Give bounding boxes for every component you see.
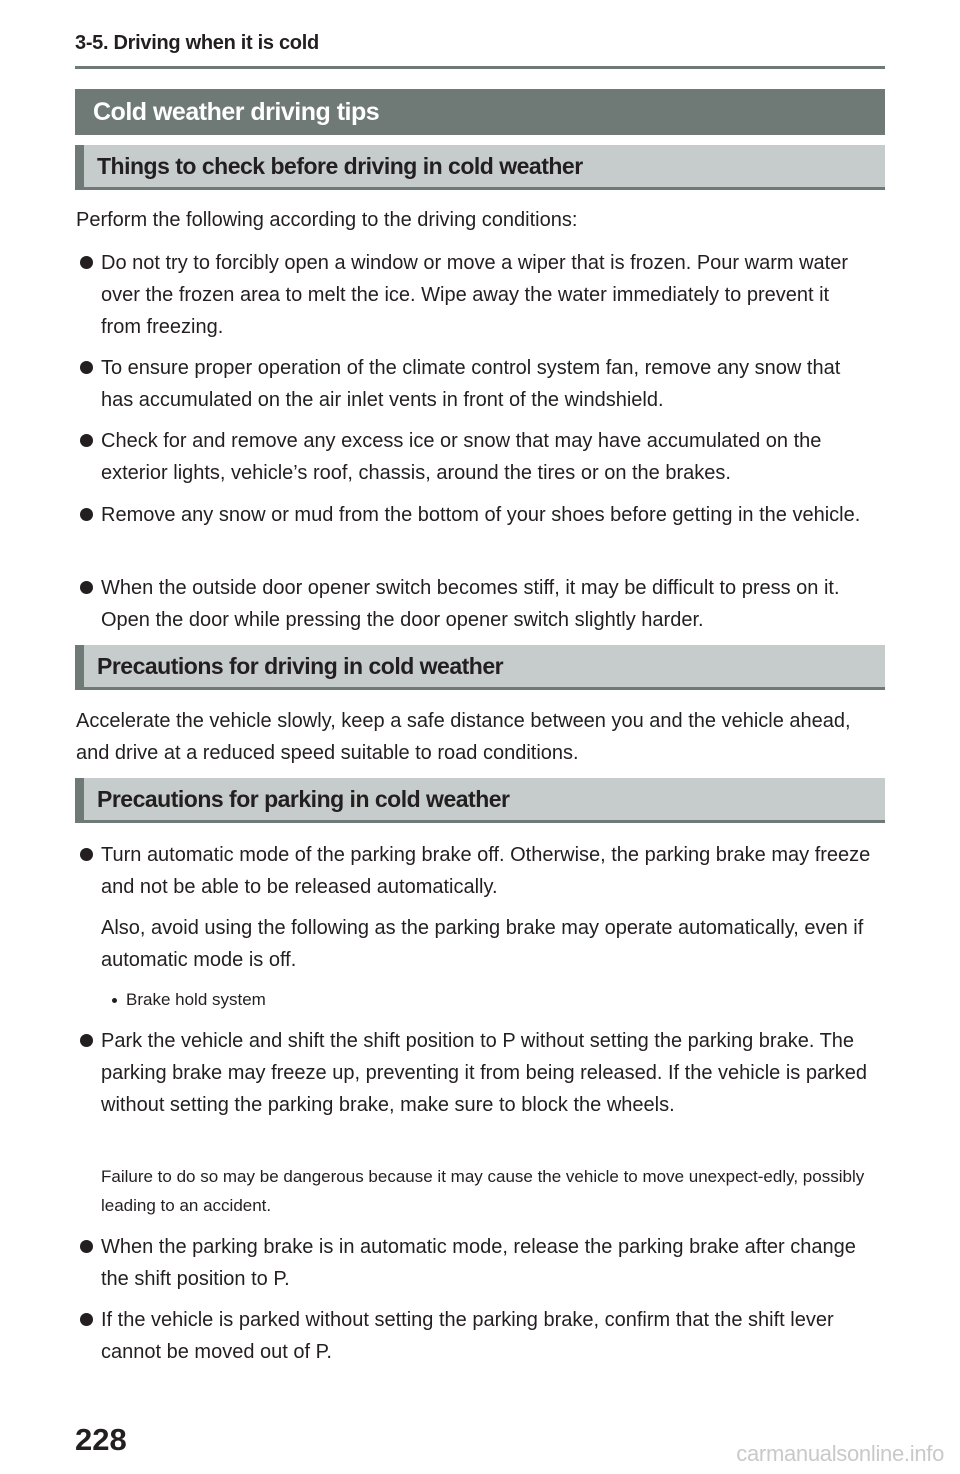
subsection-heading-text: Things to check before driving in cold weather <box>97 153 583 179</box>
chapter-title: 3-5. Driving when it is cold <box>75 32 319 54</box>
bullet-dot-icon <box>80 1313 93 1326</box>
bullet-dot-icon <box>80 581 93 594</box>
subsection-heading-parking <box>75 778 885 823</box>
intro-paragraph: Perform the following according to the driving conditions: <box>76 209 578 231</box>
small-bullet-icon <box>112 998 117 1003</box>
bullet-dot-icon <box>80 256 93 269</box>
subsection-heading-check <box>75 145 885 190</box>
note-paragraph: Failure to do so may be dangerous because it may cause the vehicle to move unexpect-edly, possibly leading to an accident. <box>101 1167 865 1215</box>
bullet-dot-icon <box>80 434 93 447</box>
also-paragraph: Also, avoid using the following as the parking brake may operate automatically, even if automatic mode is off. <box>101 917 864 971</box>
bullet-dot-icon <box>80 361 93 374</box>
driving-paragraph: Accelerate the vehicle slowly, keep a safe distance between you and the vehicle ahead, and drive at a reduced speed suitable to road conditions. <box>76 710 851 764</box>
section-title: Cold weather driving tips <box>93 98 380 126</box>
section-title-bar <box>75 89 885 135</box>
subsection-heading-text: Precautions for parking in cold weather <box>97 786 510 812</box>
page-number: 228 <box>75 1422 127 1457</box>
subsection-heading-text: Precautions for driving in cold weather <box>97 653 504 679</box>
bullet-dot-icon <box>80 1034 93 1047</box>
page-header <box>75 30 885 69</box>
watermark: carmanualsonline.info <box>736 1441 944 1466</box>
bullet-dot-icon <box>80 1240 93 1253</box>
bullet-dot-icon <box>80 508 93 521</box>
bullet-dot-icon <box>80 848 93 861</box>
subsection-heading-driving <box>75 645 885 690</box>
